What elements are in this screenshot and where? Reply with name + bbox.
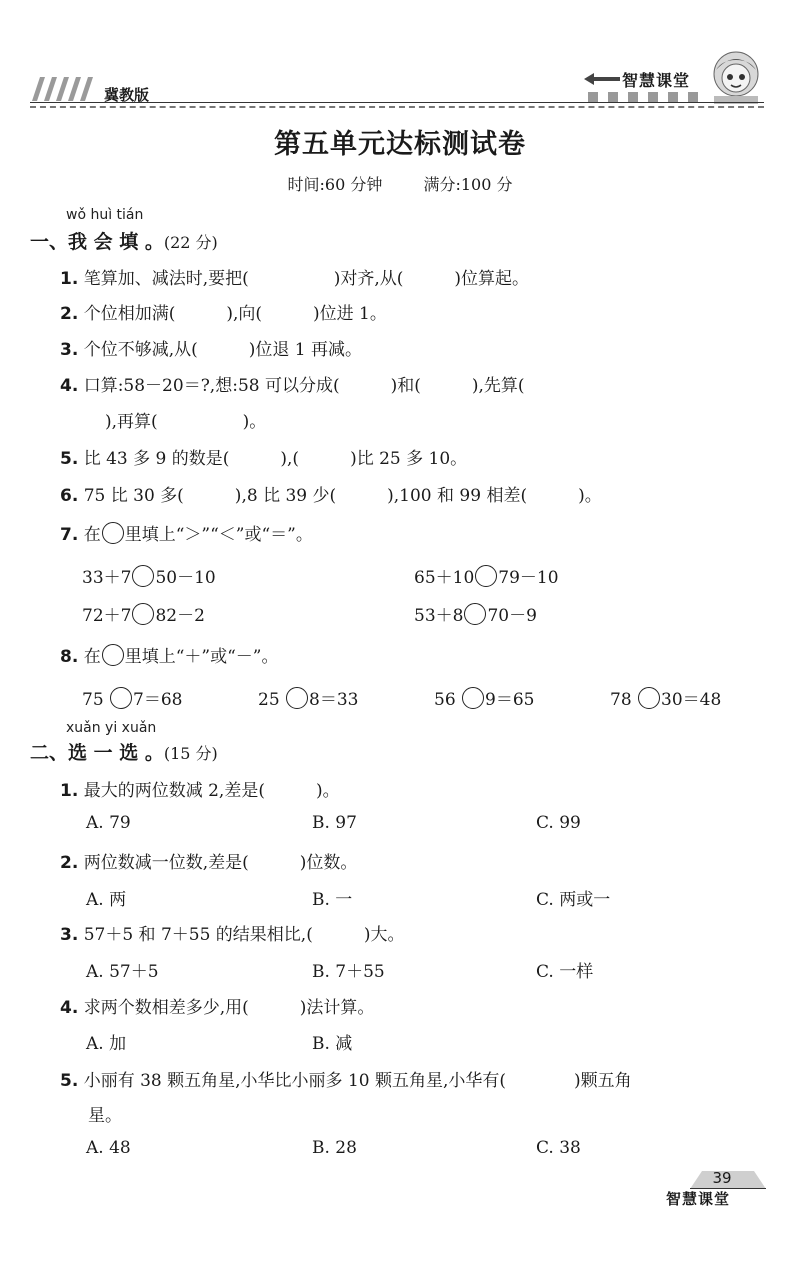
- s1-question-7: 7. 在 里填上“＞”“＜”或“＝”。: [60, 520, 313, 545]
- q7-item-4: 53＋8 70－9: [414, 601, 537, 626]
- answer-circle[interactable]: [286, 687, 308, 709]
- s2-q3-option-b[interactable]: B. 7＋55: [312, 962, 385, 982]
- header-stripes-decoration: [32, 77, 94, 101]
- section2-pinyin: xuǎn yi xuǎn: [66, 720, 157, 736]
- s1-question-3: 3. 个位不够减,从( )位退 1 再减。: [60, 340, 362, 360]
- header-rule-dashed: [30, 106, 764, 108]
- s2-question-3: 3. 57＋5 和 7＋55 的结果相比,( )大。: [60, 925, 405, 945]
- section1-pinyin: wǒ huì tián: [66, 207, 144, 223]
- s2-q1-option-c[interactable]: C. 99: [536, 813, 581, 833]
- section1-heading: 一、我 会 填 。(22 分): [30, 231, 218, 253]
- s2-q1-option-a[interactable]: A. 79: [86, 813, 131, 833]
- page-title: 第五单元达标测试卷: [274, 129, 526, 160]
- q7-item-3: 72＋7 82－2: [82, 601, 205, 626]
- s1-question-2: 2. 个位相加满( ),向( )位进 1。: [60, 304, 387, 324]
- answer-circle[interactable]: [110, 687, 132, 709]
- mascot-girl-icon: [704, 44, 768, 108]
- q7-item-1: 33＋7 50－10: [82, 563, 216, 588]
- s2-q4-option-a[interactable]: A. 加: [86, 1034, 127, 1054]
- edition-label: 冀教版: [104, 86, 150, 104]
- s2-q4-option-b[interactable]: B. 减: [312, 1034, 353, 1054]
- answer-circle[interactable]: [132, 603, 154, 625]
- q8-item-4: 78 30＝48: [610, 685, 721, 710]
- s1-question-8: 8. 在 里填上“＋”或“－”。: [60, 642, 278, 667]
- answer-circle[interactable]: [638, 687, 660, 709]
- exam-info: [0, 172, 800, 195]
- s1-question-1: 1. 笔算加、减法时,要把( )对齐,从( )位算起。: [60, 269, 530, 289]
- page-number: 39: [712, 1169, 732, 1187]
- s2-q3-option-a[interactable]: A. 57＋5: [86, 962, 159, 982]
- s2-question-5-cont: 星。: [88, 1106, 122, 1126]
- full-score: 满分:100 分: [423, 175, 513, 194]
- s2-q2-option-a[interactable]: A. 两: [86, 890, 127, 910]
- answer-circle[interactable]: [102, 644, 124, 666]
- answer-circle[interactable]: [102, 522, 124, 544]
- s2-question-2: 2. 两位数减一位数,差是( )位数。: [60, 853, 358, 873]
- header-brand: 智慧课堂: [622, 71, 691, 90]
- header-rule: [30, 102, 764, 103]
- section1-points: (22 分): [163, 233, 218, 252]
- answer-circle[interactable]: [475, 565, 497, 587]
- s2-q5-option-b[interactable]: B. 28: [312, 1138, 357, 1158]
- s2-question-4: 4. 求两个数相差多少,用( )法计算。: [60, 998, 375, 1018]
- s2-q1-option-b[interactable]: B. 97: [312, 813, 357, 833]
- arrow-left-icon: [584, 72, 620, 86]
- s2-question-1: 1. 最大的两位数减 2,差是( )。: [60, 781, 340, 801]
- s2-q3-option-c[interactable]: C. 一样: [536, 962, 594, 982]
- s2-q2-option-c[interactable]: C. 两或一: [536, 890, 611, 910]
- section2-heading: 二、选 一 选 。(15 分): [30, 742, 218, 764]
- footer-brand: 智慧课堂: [666, 1190, 731, 1208]
- s2-q2-option-b[interactable]: B. 一: [312, 890, 353, 910]
- q8-item-1: 75 7＝68: [82, 685, 183, 710]
- q7-item-2: 65＋10 79－10: [414, 563, 559, 588]
- time-limit: 时间:60 分钟: [287, 175, 383, 194]
- s1-question-4-cont: ),再算( )。: [88, 412, 267, 432]
- answer-circle[interactable]: [464, 603, 486, 625]
- checker-decoration: [588, 92, 708, 102]
- s1-question-4: 4. 口算:58－20＝?,想:58 可以分成( )和( ),先算(: [60, 376, 525, 396]
- s2-q5-option-c[interactable]: C. 38: [536, 1138, 581, 1158]
- q8-item-3: 56 9＝65: [434, 685, 535, 710]
- section2-points: (15 分): [163, 744, 218, 763]
- s2-q5-option-a[interactable]: A. 48: [86, 1138, 131, 1158]
- s1-question-5: 5. 比 43 多 9 的数是( ),( )比 25 多 10。: [60, 449, 468, 469]
- answer-circle[interactable]: [462, 687, 484, 709]
- s1-question-6: 6. 75 比 30 多( ),8 比 39 少( ),100 和 99 相差( )。: [60, 486, 602, 506]
- q8-item-2: 25 8＝33: [258, 685, 359, 710]
- s2-question-5: 5. 小丽有 38 颗五角星,小华比小丽多 10 颗五角星,小华有( )颗五角: [60, 1071, 632, 1091]
- answer-circle[interactable]: [132, 565, 154, 587]
